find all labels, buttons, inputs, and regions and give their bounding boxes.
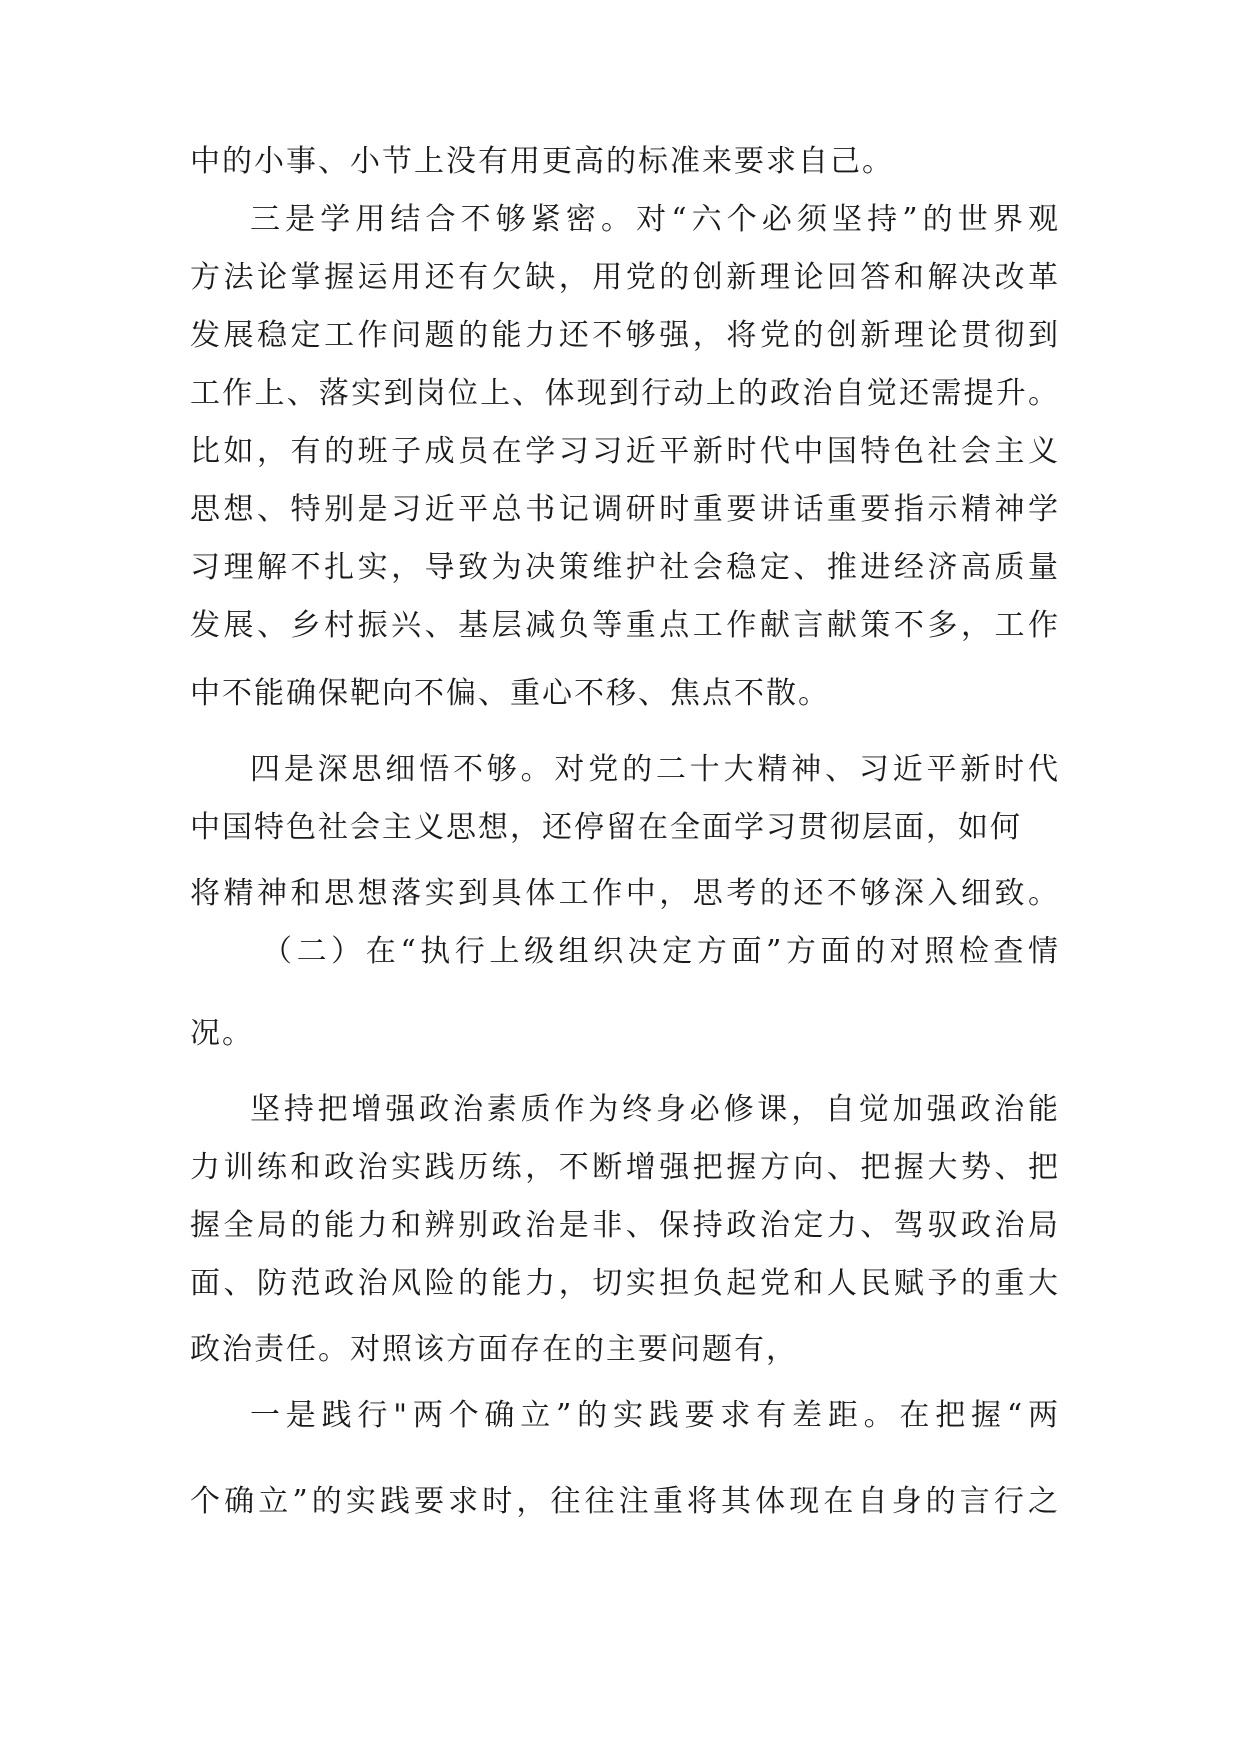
text-line: 工作上、落实到岗位上、体现到行动上的政治自觉还需提升。 — [190, 376, 1060, 411]
paragraph-first-line: 一是践行"两个确立”的实践要求有差距。在把握“两 — [250, 1398, 1060, 1433]
text-line: 个确立”的实践要求时，往往注重将其体现在自身的言行之 — [190, 1484, 1060, 1519]
text-line: 力训练和政治实践历练，不断增强把握方向、把握大势、把 — [190, 1150, 1060, 1185]
text-line: 习理解不扎实，导致为决策维护社会稳定、推进经济高质量 — [190, 550, 1060, 585]
text-line: 中国特色社会主义思想，还停留在全面学习贯彻层面，如何 — [190, 810, 1022, 845]
text-line: 思想、特别是习近平总书记调研时重要讲话重要指示精神学 — [190, 492, 1060, 527]
text-line: 发展、乡村振兴、基层减负等重点工作献言献策不多，工作 — [190, 608, 1060, 643]
text-line: 发展稳定工作问题的能力还不够强，将党的创新理论贯彻到 — [190, 318, 1060, 353]
section-heading: （二）在“执行上级组织决定方面”方面的对照检查情 — [262, 934, 1060, 969]
text-line: 中的小事、小节上没有用更高的标准来要求自己。 — [190, 144, 894, 179]
text-line: 面、防范政治风险的能力，切实担负起党和人民赋予的重大 — [190, 1266, 1060, 1301]
text-line: 中不能确保靶向不偏、重心不移、焦点不散。 — [190, 676, 830, 711]
text-line: 握全局的能力和辨别政治是非、保持政治定力、驾驭政治局 — [190, 1208, 1060, 1243]
paragraph-first-line: 坚持把增强政治素质作为终身必修课，自觉加强政治能 — [250, 1092, 1060, 1127]
paragraph-first-line: 四是深思细悟不够。对党的二十大精神、习近平新时代 — [250, 752, 1060, 787]
text-line: 比如，有的班子成员在学习习近平新时代中国特色社会主义 — [190, 434, 1060, 469]
text-line: 将精神和思想落实到具体工作中，思考的还不够深入细致。 — [190, 876, 1060, 911]
paragraph-first-line: 三是学用结合不够紧密。对“六个必须坚持”的世界观 — [250, 202, 1060, 237]
text-line: 政治责任。对照该方面存在的主要问题有， — [190, 1332, 798, 1367]
text-line: 方法论掌握运用还有欠缺，用党的创新理论回答和解决改革 — [190, 260, 1060, 295]
section-heading-continued: 况。 — [190, 1016, 254, 1051]
